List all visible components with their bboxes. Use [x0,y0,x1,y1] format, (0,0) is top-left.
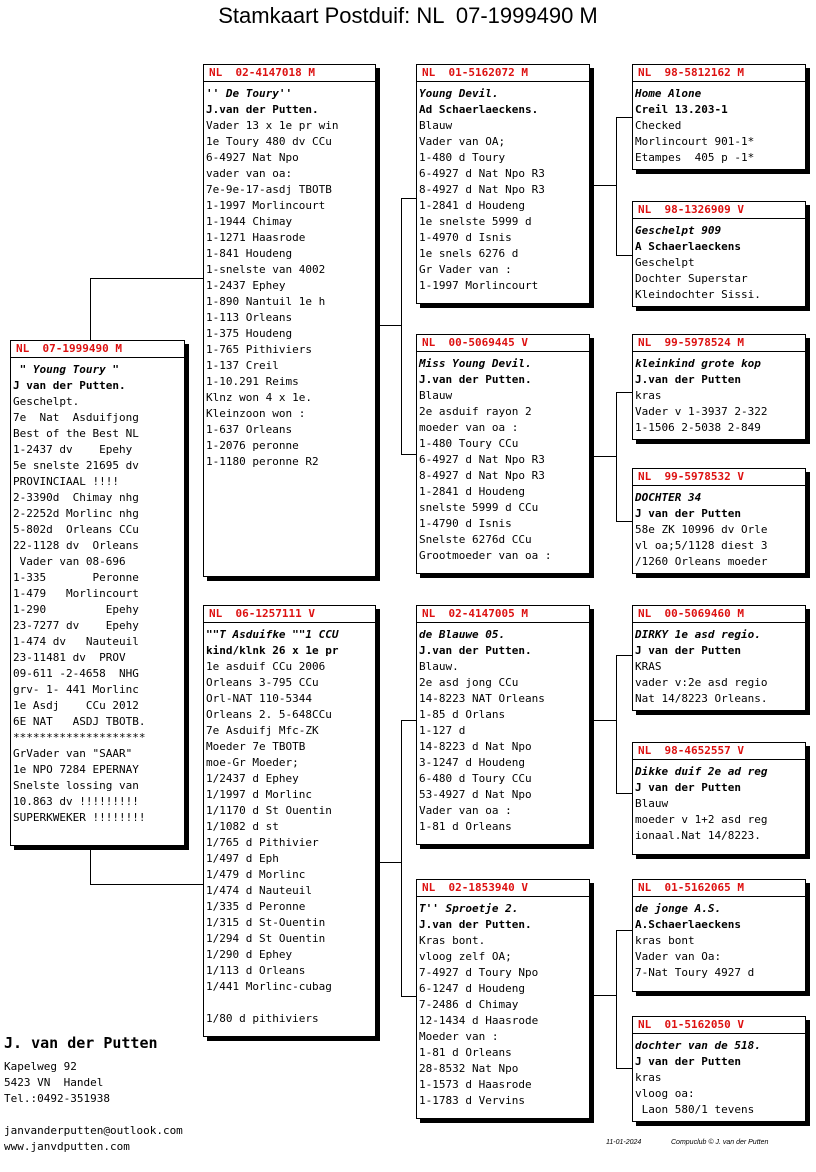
info-line: 09-611 -2-4658 NHG [13,667,139,680]
info-line: snelste 5999 d CCu [419,501,539,514]
connector-line [589,720,616,722]
ring-number: NL 02-4147018 M [204,67,375,82]
info-line: moeder v 1+2 asd reg [635,813,768,826]
info-line: 8-4927 d Nat Npo R3 [419,469,545,482]
pigeon-name: kleinkind grote kop [635,357,761,370]
pigeon-card-mff[interactable] [632,605,806,711]
info-line: ******************** [13,731,146,744]
info-line [206,995,372,1011]
ring-number: NL 01-5162072 M [417,67,589,82]
pigeon-card-mother-mother[interactable] [416,879,590,1119]
info-line: vl oa;5/1128 diest 3 [635,539,768,552]
info-line: 1-10.291 Reims [206,375,299,388]
info-line: vader v:2e asd regio [635,676,768,689]
info-line: Vader van oa : [419,804,512,817]
breeder-name: J van der Putten. [13,379,126,392]
info-line: 7e-9e-17-asdj TBOTB [206,183,332,196]
pigeon-card-ffm[interactable] [632,201,806,307]
info-line: Dochter Superstar [635,272,748,285]
info-line: moe-Gr Moeder; [206,756,299,769]
info-line: 5-802d Orleans CCu [13,523,139,536]
info-line: Best of the Best NL [13,427,139,440]
info-line: 1-2841 d Houdeng [419,485,525,498]
pigeon-card-fmf[interactable] [632,334,806,440]
info-line: Snelste lossing van [13,779,139,792]
info-line: 1-1944 Chimay [206,215,293,228]
pigeon-card-fmm[interactable] [632,468,806,574]
info-line: 1-375 Houdeng [206,327,293,340]
info-line: 6-1247 d Houdeng [419,982,525,995]
info-line: 2-3390d Chimay nhg [13,491,139,504]
owner-city: 5423 VN Handel [4,1076,104,1089]
info-line: SUPERKWEKER !!!!!!!! [13,811,146,824]
info-line: 53-4927 d Nat Npo [419,788,532,801]
info-line: 1-480 d Toury [419,151,506,164]
info-line: Blauw. [419,660,459,673]
info-line: Vader van Oa: [635,950,722,963]
info-line: 1/113 d Orleans [206,964,306,977]
info-line: 1-2437 dv Epehy [13,443,133,456]
info-line: Vader 13 x 1e pr win [206,119,339,132]
info-line: 1/294 d St Ouentin [206,932,326,945]
pigeon-card-main[interactable] [10,340,185,846]
info-line: 1-1997 Morlincourt [206,199,326,212]
connector-line [375,325,401,327]
pigeon-card-fff[interactable] [632,64,806,170]
info-line: 2e asd jong CCu [419,676,519,689]
breeder-name: A Schaerlaeckens [635,240,741,253]
info-line: 3-1247 d Houdeng [419,756,525,769]
info-line: 1/497 d Eph [206,852,279,865]
pigeon-name: de Blauwe 05. [419,628,506,641]
info-line: Orl-NAT 110-5344 [206,692,312,705]
breeder-name: J.van der Putten. [419,918,532,931]
pigeon-name: " Young Toury " [13,363,119,376]
info-line: ionaal.Nat 14/8223. [635,829,761,842]
info-line: grv- 1- 441 Morlinc [13,683,139,696]
info-line: Kleindochter Sissi. [635,288,761,301]
info-line: 1e Toury 480 dv CCu [206,135,332,148]
info-line: 28-8532 Nat Npo [419,1062,519,1075]
info-line: 1/80 d pithiviers [206,1012,319,1025]
info-line: 1-2437 Ephey [206,279,286,292]
info-line: 1/1170 d St Ouentin [206,804,332,817]
info-line: Vader van OA; [419,135,506,148]
info-line: Snelste 6276d CCu [419,533,532,546]
pigeon-card-mmm[interactable] [632,1016,806,1122]
info-line: kras [635,1071,662,1084]
info-line: 14-8223 NAT Orleans [419,692,545,705]
info-line: Geschelpt. [13,395,80,408]
breeder-name: J van der Putten [635,1055,741,1068]
info-line: 1/765 d Pithivier [206,836,319,849]
info-line: Blauw [419,389,453,402]
breeder-name: J.van der Putten. [419,644,532,657]
info-line: 23-11481 dv PROV [13,651,126,664]
info-line: 1-2841 d Houdeng [419,199,525,212]
footer-credit: Compuclub © J. van der Putten [671,1139,769,1146]
breeder-name: J van der Putten [635,644,741,657]
info-line: Laon 580/1 tevens [635,1103,755,1116]
ring-number: NL 98-1326909 V [633,204,805,219]
info-line: Morlincourt 901-1* [635,135,755,148]
info-line: 7-Nat Toury 4927 d [635,966,755,979]
connector-line [90,846,205,885]
info-line: 1-474 dv Nauteuil [13,635,139,648]
connector-line [375,862,401,864]
info-line: 1e snelste 5999 d [419,215,532,228]
info-line: 1e asduif CCu 2006 [206,660,326,673]
pigeon-name: Miss Young Devil. [419,357,532,370]
info-line: 2e asduif rayon 2 [419,405,532,418]
pigeon-name: Young Devil. [419,87,499,100]
pigeon-name: Home Alone [635,87,702,100]
info-line: Kleinzoon won : [206,407,306,420]
info-line: Gr Vader van : [419,263,512,276]
info-line: 1-1573 d Haasrode [419,1078,532,1091]
info-line: 1/1082 d st [206,820,279,833]
info-line: 1-81 d Orleans [419,820,512,833]
info-line: 1-4790 d Isnis [419,517,512,530]
pigeon-name: '' De Toury'' [206,87,293,100]
info-line: 22-1128 dv Orleans [13,539,139,552]
breeder-name: J.van der Putten. [206,103,319,116]
breeder-name: J van der Putten [635,507,741,520]
info-line: Nat 14/8223 Orleans. [635,692,768,705]
info-line: 1/479 d Morlinc [206,868,306,881]
pigeon-card-mother-father[interactable] [416,605,590,845]
info-line: 6E NAT ASDJ TBOTB. [13,715,146,728]
ring-number: NL 06-1257111 V [204,608,375,623]
ring-number: NL 01-5162065 M [633,882,805,897]
info-line: vloog oa: [635,1087,695,1100]
pigeon-card-mother[interactable] [203,605,376,1037]
info-line: 1-137 Creil [206,359,279,372]
pigeon-name: DOCHTER 34 [635,491,702,504]
footer-date: 11-01-2024 [606,1139,642,1146]
owner-website-link[interactable]: www.janvdputten.com [4,1140,130,1153]
info-line: Blauw [635,797,669,810]
info-line: 58e ZK 10996 dv Orle [635,523,768,536]
info-line: Orleans 2. 5-648CCu [206,708,332,721]
info-line: 1/335 d Peronne [206,900,306,913]
pigeon-card-father[interactable] [203,64,376,577]
breeder-name: J.van der Putten. [419,373,532,386]
info-line: Klnz won 4 x 1e. [206,391,312,404]
info-line: Checked [635,119,682,132]
info-line: 6-4927 d Nat Npo R3 [419,453,545,466]
connector-line [589,185,616,187]
info-line: PROVINCIAAL !!!! [13,475,119,488]
ring-number: NL 07-1999490 M [11,343,184,358]
info-line: 1-1271 Haasrode [206,231,306,244]
owner-street: Kapelweg 92 [4,1060,77,1073]
info-line: 1/290 d Ephey [206,948,293,961]
owner-name: J. van der Putten [4,1034,158,1052]
info-line: KRAS [635,660,662,673]
info-line: vloog zelf OA; [419,950,512,963]
info-line: /1260 Orleans moeder [635,555,768,568]
pigeon-name: dochter van de 518. [635,1039,761,1052]
info-line: 1/315 d St-Ouentin [206,916,326,929]
ring-number: NL 99-5978524 M [633,337,805,352]
pigeon-name: T'' Sproetje 2. [419,902,519,915]
info-line: 1-637 Orleans [206,423,293,436]
info-line: 1-81 d Orleans [419,1046,512,1059]
info-line: 1-113 Orleans [206,311,293,324]
owner-phone: Tel.:0492-351938 [4,1092,110,1105]
ring-number: NL 98-5812162 M [633,67,805,82]
info-line: 6-4927 d Nat Npo R3 [419,167,545,180]
info-line: Moeder 7e TBOTB [206,740,306,753]
info-line: Geschelpt [635,256,695,269]
info-line: Etampes 405 p -1* [635,151,755,164]
info-line: 12-1434 d Haasrode [419,1014,539,1027]
pigeon-card-mmf[interactable] [632,879,806,992]
info-line: 1-841 Houdeng [206,247,293,260]
ring-number: NL 00-5069445 V [417,337,589,352]
info-line: 1e Asdj CCu 2012 [13,699,139,712]
info-line: 1-1506 2-5038 2-849 [635,421,761,434]
ring-number: NL 98-4652557 V [633,745,805,760]
info-line: 6-4927 Nat Npo [206,151,299,164]
ring-number: NL 02-4147005 M [417,608,589,623]
info-line: 7-2486 d Chimay [419,998,519,1011]
ring-number: NL 00-5069460 M [633,608,805,623]
info-line: 8-4927 d Nat Npo R3 [419,183,545,196]
breeder-name: kind/klnk 26 x 1e pr [206,644,339,657]
info-line: 14-8223 d Nat Npo [419,740,532,753]
info-line: 1-2076 peronne [206,439,299,452]
info-line: 7e Asduifj Mfc-ZK [206,724,319,737]
info-line: 1-127 d [419,724,466,737]
pigeon-name: ""T Asduifke ""1 CCU [206,628,339,641]
info-line: 1-890 Nantuil 1e h [206,295,326,308]
info-line: kras [635,389,662,402]
info-line: Orleans 3-795 CCu [206,676,319,689]
info-line: 1/2437 d Ephey [206,772,299,785]
info-line: 1-snelste van 4002 [206,263,326,276]
info-line: 1/474 d Nauteuil [206,884,312,897]
breeder-name: A.Schaerlaeckens [635,918,741,931]
info-line: 1-479 Morlincourt [13,587,139,600]
pigeon-card-father-mother[interactable] [416,334,590,574]
info-line: 23-7277 dv Epehy [13,619,139,632]
breeder-name: J van der Putten [635,781,741,794]
info-line: 1-1180 peronne R2 [206,455,319,468]
pigeon-card-mfm[interactable] [632,742,806,855]
info-line: 1/441 Morlinc-cubag [206,980,332,993]
ring-number: NL 01-5162050 V [633,1019,805,1034]
info-line: Vader van 08-696 [13,555,126,568]
info-line: 1/1997 d Morlinc [206,788,312,801]
info-line: 1e snels 6276 d [419,247,519,260]
breeder-name: J.van der Putten [635,373,741,386]
info-line: 7e Nat Asduifjong [13,411,139,424]
connector-line [90,278,205,341]
pigeon-name: Dikke duif 2e ad reg [635,765,768,778]
info-line: 1-335 Peronne [13,571,139,584]
pigeon-name: de jonge A.S. [635,902,722,915]
pigeon-card-father-father[interactable] [416,64,590,304]
info-line: 1e NPO 7284 EPERNAY [13,763,139,776]
breeder-name: Creil 13.203-1 [635,103,728,116]
pigeon-name: Geschelpt 909 [635,224,722,237]
ring-number: NL 02-1853940 V [417,882,589,897]
connector-line [589,995,616,997]
info-line: 6-480 d Toury CCu [419,772,532,785]
breeder-name: Ad Schaerlaeckens. [419,103,539,116]
owner-email-link[interactable]: janvanderputten@outlook.com [4,1124,183,1137]
info-line: 1-1997 Morlincourt [419,279,539,292]
info-line: Grootmoeder van oa : [419,549,552,562]
info-line: Vader v 1-3937 2-322 [635,405,768,418]
info-line: 1-85 d Orlans [419,708,506,721]
info-line: vader van oa: [206,167,293,180]
info-line: 7-4927 d Toury Npo [419,966,539,979]
info-line: Blauw [419,119,453,132]
info-line: 10.863 dv !!!!!!!!! [13,795,139,808]
ring-number: NL 99-5978532 V [633,471,805,486]
info-line: 2-2252d Morlinc nhg [13,507,139,520]
info-line: Moeder van : [419,1030,499,1043]
info-line: GrVader van "SAAR" [13,747,133,760]
pigeon-name: DIRKY 1e asd regio. [635,628,761,641]
info-line: 5e snelste 21695 dv [13,459,139,472]
info-line: Kras bont. [419,934,486,947]
info-line: 1-765 Pithiviers [206,343,312,356]
connector-line [589,456,616,458]
info-line: 1-290 Epehy [13,603,139,616]
info-line: 1-1783 d Vervins [419,1094,525,1107]
info-line: moeder van oa : [419,421,519,434]
info-line: kras bont [635,934,695,947]
info-line: 1-4970 d Isnis [419,231,512,244]
info-line: 1-480 Toury CCu [419,437,519,450]
page-title: Stamkaart Postduif: NL 07-1999490 M [218,3,598,28]
